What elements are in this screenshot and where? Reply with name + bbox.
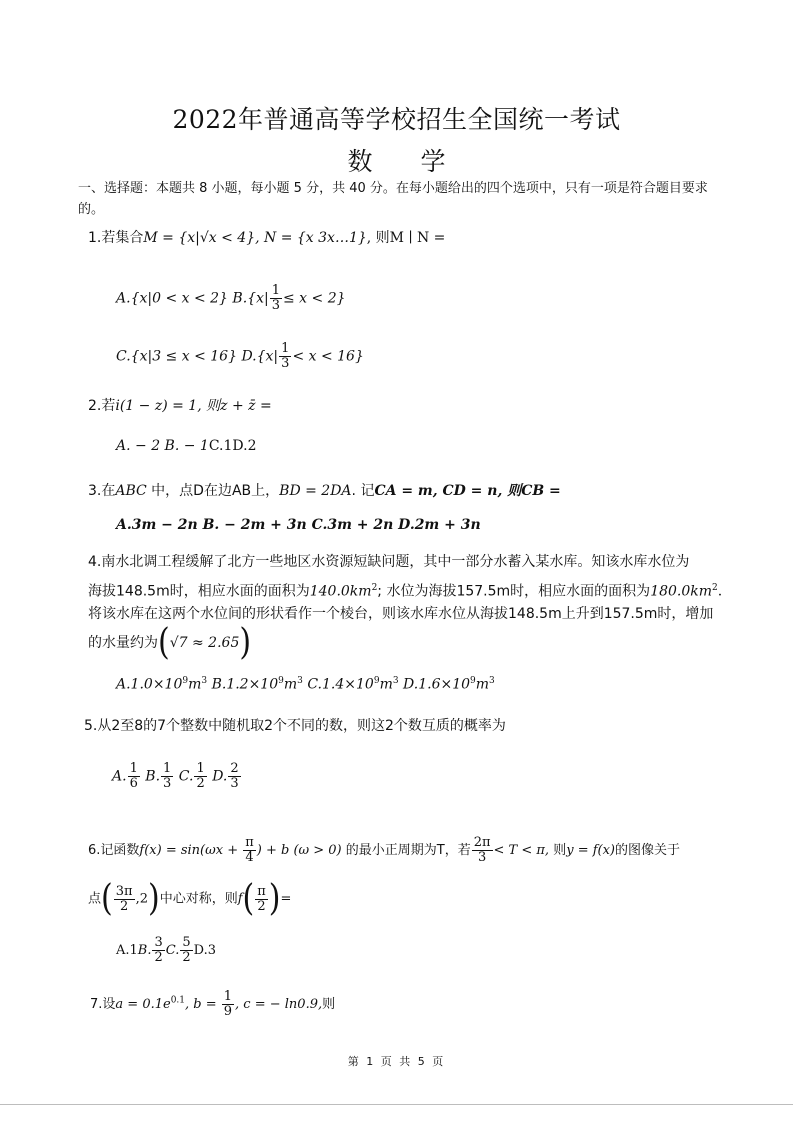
question-3-options: A.3m − 2n B. − 2m + 3n C.3m + 2n D.2m + 3n <box>116 517 481 533</box>
page-total: 5 <box>417 1055 427 1068</box>
question-7-stem: 7.设$a = 0.1e^{0.1}$, b = $\frac{1}{9}$ , c = − ln0.9,则 <box>90 989 336 1019</box>
page-footer: 第 1 页 共 5 页 <box>347 1055 446 1068</box>
question-4-line-1: 4.南水北调工程缓解了北方一些地区水资源短缺问题，其中一部分水蓄入某水库。知该水库水位为 <box>88 554 690 570</box>
subject-title: 数 学 <box>347 147 466 176</box>
page-bottom-divider <box>0 1104 793 1105</box>
question-6-options: A.1B. $\frac{3}{2}$ C. $\frac{5}{2}$ D.3 <box>116 935 217 965</box>
question-4-line-2: 海拔148.5m时，相应水面的面积为$140.0km^2$; 水位为海拔157.5m时，相应水面的面积为$180.0km^2$. <box>88 583 723 600</box>
page-title: 2022年普通高等学校招生全国统一考试 <box>172 105 621 134</box>
question-4-line-4: 的水量约为(√7 ≈ 2.65) <box>88 621 252 664</box>
question-3-stem: 3.在ABC 中，点D在边AB上，BD = 2DA. 记CA = m, CD = n, 则CB = <box>88 483 561 499</box>
question-4-line-3: 将该水库在这两个水位间的形状看作一个棱台，则该水库水位从海拔148.5m上升到157.5m时，增加 <box>88 606 714 622</box>
question-2-options: A. − 2 B. − 1C.1D.2 <box>116 438 257 454</box>
question-5-stem: 5.从2至8的7个整数中随机取2个不同的数，则这2个数互质的概率为 <box>84 718 506 734</box>
question-1-stem: 1.若集合M = {x|√x < 4}, N = {x 3x…1}, 则M ∣ N = <box>88 230 446 246</box>
question-6-line-2: 点( $\frac{3\pi}{2}$ ,2)中心对称，则f( $\frac{\pi}{2}$ )= <box>88 877 292 920</box>
question-1-options-ab: A.{x|0 < x < 2} B.{x| $\frac{1}{3}$ ≤ x < 2} <box>116 283 346 313</box>
question-1-options-cd: C.{x|3 ≤ x < 16} D.{x| $\frac{1}{3}$ < x < 16} <box>116 341 364 371</box>
question-5-options: A. $\frac{1}{6}$ B. $\frac{1}{3}$ C. $\frac{1}{2}$ D. $\frac{2}{3}$ <box>112 761 239 791</box>
question-2-stem: 2.若i(1 − z) = 1, 则z + z̄ = <box>88 398 272 414</box>
question-6-stem: 6.记函数f(x) = sin(ωx + $\frac{\pi}{4}$ ) + b (ω > 0) 的最小正周期为T，若 $\frac{2\pi}{3}$ < T < π, 则y = f(x)的图像关于 <box>88 835 681 865</box>
page-number: 1 <box>366 1055 376 1068</box>
question-4-options: $A.1.0\times 10^9m^3$ $B.1.2\times 10^9m^3$ $C.1.4\times 10^9m^3$ $D.1.6\times 10^9m^3$ <box>116 676 495 693</box>
section-intro: 一、选择题：本题共 8 小题，每小题 5 分，共 40 分。在每小题给出的四个选项中，只有一项是符合题目要求的。 <box>78 181 708 217</box>
